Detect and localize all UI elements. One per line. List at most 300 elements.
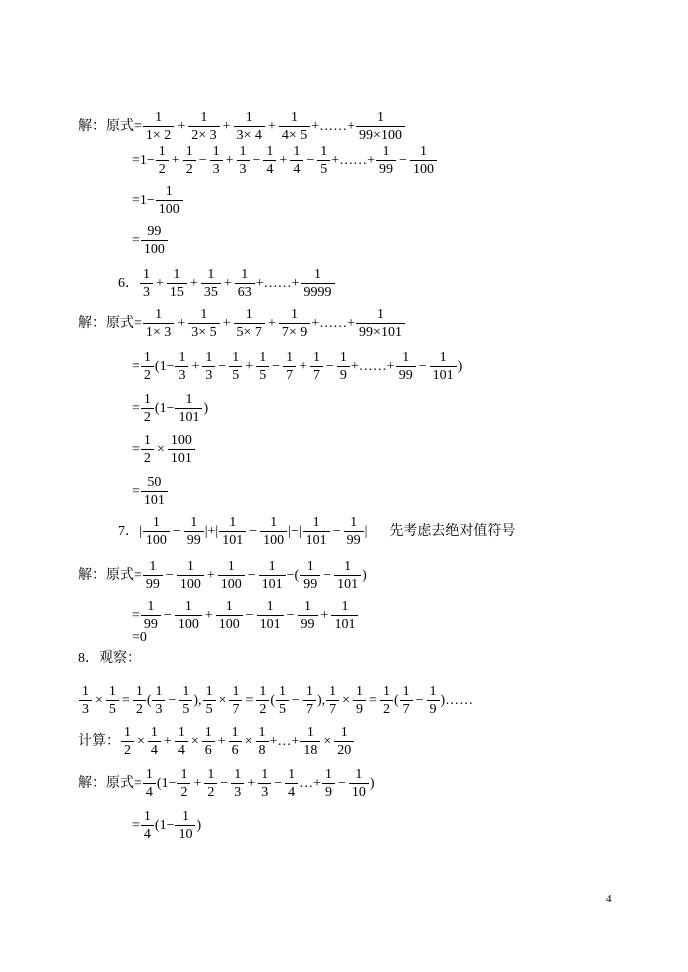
denominator: 101 — [303, 531, 330, 548]
denominator: 101 — [175, 408, 202, 425]
denominator: 99×100 — [356, 126, 405, 143]
numerator: 1 — [329, 684, 337, 699]
fraction — [356, 111, 405, 143]
operator: × — [218, 693, 227, 708]
fraction — [204, 768, 217, 800]
fraction — [141, 351, 154, 383]
denominator: 4 — [141, 825, 154, 842]
operator: + — [206, 568, 215, 583]
numerator: 1 — [124, 725, 131, 740]
denominator: 3 — [140, 283, 153, 300]
denominator: 6 — [202, 741, 215, 758]
operator: − — [326, 359, 334, 374]
denominator: 4 — [175, 741, 188, 758]
operator: + — [222, 316, 231, 331]
fraction — [141, 810, 154, 842]
math-text: (1− — [154, 818, 175, 833]
numerator: 1 — [245, 110, 253, 125]
fraction — [141, 393, 154, 425]
numerator: 1 — [270, 515, 278, 530]
numerator: 1 — [185, 392, 193, 407]
fraction — [259, 560, 286, 592]
fraction — [152, 685, 165, 717]
numerator: 1 — [261, 767, 269, 782]
fraction — [143, 560, 163, 592]
denominator: 100 — [410, 160, 437, 177]
denominator: 100 — [141, 240, 168, 257]
denominator: 5 — [256, 366, 269, 383]
denominator: 100 — [177, 575, 204, 592]
math-text: = — [132, 818, 140, 833]
math-line — [78, 768, 375, 800]
numerator: 1 — [266, 144, 274, 159]
operator: + — [267, 316, 276, 331]
math-text: = — [132, 233, 140, 248]
numerator: 1 — [232, 684, 240, 699]
denominator: 99 — [300, 575, 320, 592]
math-text: (1− — [156, 776, 177, 791]
numerator: 1 — [180, 767, 188, 782]
operator: − — [399, 153, 407, 168]
numerator: 1 — [181, 809, 189, 824]
numerator: 1 — [259, 684, 267, 699]
fraction — [298, 600, 318, 632]
operator: + — [189, 276, 198, 291]
operator: − — [168, 693, 177, 708]
numerator: 1 — [184, 599, 192, 614]
fraction — [168, 434, 195, 466]
fraction — [175, 393, 202, 425]
fraction — [258, 768, 271, 800]
denominator: 3× 5 — [188, 323, 219, 340]
fraction — [276, 685, 289, 717]
math-line — [78, 308, 406, 340]
fraction — [290, 145, 303, 177]
fraction — [229, 351, 242, 383]
denominator: 10 — [349, 783, 369, 800]
operator: − — [272, 359, 281, 374]
fraction — [334, 726, 354, 758]
denominator: 101 — [430, 366, 457, 383]
math-text: +……+ — [331, 153, 376, 168]
denominator: 99 — [298, 615, 318, 632]
denominator: 3 — [79, 700, 92, 717]
fraction — [303, 516, 330, 548]
denominator: 101 — [257, 615, 284, 632]
denominator: 8 — [256, 741, 269, 758]
operator: + — [177, 119, 186, 134]
fraction — [279, 111, 310, 143]
numerator: 1 — [439, 350, 447, 365]
math-text: |+| — [204, 524, 219, 539]
fraction — [143, 768, 156, 800]
fraction — [218, 560, 245, 592]
fraction — [202, 351, 215, 383]
fraction — [326, 685, 339, 717]
math-line — [132, 225, 169, 257]
denominator: 3 — [237, 160, 250, 177]
numerator: 1 — [178, 350, 186, 365]
denominator: 2 — [177, 783, 190, 800]
denominator: 3 — [210, 160, 223, 177]
numerator: 1 — [135, 684, 143, 699]
denominator: 3 — [175, 366, 188, 383]
math-text: ) — [362, 568, 367, 583]
operator: = — [121, 693, 130, 708]
math-text: ), — [193, 693, 202, 708]
operator: + — [204, 608, 213, 623]
math-line — [78, 685, 473, 717]
denominator: 100 — [218, 575, 245, 592]
operator: + — [177, 316, 186, 331]
math-text: |−| — [288, 524, 302, 539]
numerator: 1 — [377, 307, 384, 322]
denominator: 101 — [334, 575, 361, 592]
denominator: 99 — [141, 615, 161, 632]
numerator: 1 — [155, 307, 163, 322]
math-line — [78, 560, 367, 592]
denominator: 5 — [203, 700, 216, 717]
numerator: 1 — [165, 184, 173, 199]
fraction — [400, 685, 413, 717]
operator: − — [247, 568, 256, 583]
math-line — [132, 600, 359, 632]
denominator: 2 — [204, 783, 217, 800]
math-text: +…+ — [269, 734, 300, 749]
operator: × — [156, 442, 165, 457]
fraction — [216, 600, 243, 632]
operator: + — [267, 119, 276, 134]
denominator: 63 — [235, 283, 255, 300]
operator: − — [292, 693, 300, 708]
fraction — [300, 726, 320, 758]
denominator: 3 — [202, 366, 215, 383]
fraction — [237, 145, 250, 177]
operator: − — [252, 153, 261, 168]
numerator: 1 — [402, 350, 410, 365]
fraction — [256, 726, 269, 758]
math-text: −( — [286, 568, 300, 583]
numerator: 1 — [320, 144, 328, 159]
numerator: 1 — [356, 684, 364, 699]
fraction — [133, 685, 146, 717]
math-line — [132, 476, 169, 508]
fraction — [430, 351, 457, 383]
math-text: ) — [369, 776, 375, 791]
denominator: 101 — [331, 615, 358, 632]
fraction — [337, 351, 350, 383]
fraction — [231, 768, 244, 800]
numerator: 1 — [158, 144, 166, 159]
math-text: 7．| — [118, 524, 142, 539]
denominator: 9 — [337, 366, 350, 383]
numerator: 1 — [108, 684, 116, 699]
fraction — [301, 268, 335, 300]
numerator: 1 — [149, 559, 157, 574]
denominator: 3 — [152, 700, 165, 717]
numerator: 1 — [190, 515, 198, 530]
numerator: 1 — [258, 725, 266, 740]
fraction — [234, 111, 265, 143]
fraction — [141, 600, 161, 632]
fraction — [410, 145, 437, 177]
numerator: 1 — [225, 599, 233, 614]
denominator: 2 — [141, 449, 154, 466]
denominator: 99×101 — [356, 323, 405, 340]
denominator: 101 — [168, 449, 195, 466]
numerator: 1 — [306, 559, 314, 574]
denominator: 2 — [156, 160, 169, 177]
numerator: 1 — [266, 599, 274, 614]
fraction — [300, 560, 320, 592]
numerator: 1 — [212, 144, 220, 159]
fraction — [201, 268, 221, 300]
fraction — [303, 685, 316, 717]
fraction — [380, 685, 393, 717]
numerator: 1 — [186, 559, 194, 574]
numerator: 1 — [239, 144, 247, 159]
denominator: 99 — [376, 160, 396, 177]
operator: × — [95, 693, 103, 708]
math-text: ) — [196, 818, 202, 833]
fraction — [263, 145, 276, 177]
numerator: 1 — [143, 350, 151, 365]
fraction — [234, 308, 265, 340]
fraction — [285, 768, 298, 800]
fraction — [344, 516, 364, 548]
operator: + — [222, 119, 231, 134]
math-line — [132, 810, 201, 842]
operator: + — [320, 608, 329, 623]
denominator: 10 — [175, 825, 195, 842]
numerator: 1 — [147, 599, 155, 614]
fraction — [183, 145, 196, 177]
operator: − — [220, 776, 229, 791]
denominator: 3 — [258, 783, 271, 800]
numerator: 1 — [268, 559, 276, 574]
math-text: ( — [270, 693, 276, 708]
denominator: 5 — [229, 366, 242, 383]
numerator: 1 — [229, 515, 237, 530]
fraction — [143, 111, 174, 143]
denominator: 4 — [143, 783, 156, 800]
math-line — [132, 145, 438, 177]
operator: − — [332, 524, 341, 539]
operator: − — [274, 776, 283, 791]
math-text: =1− — [132, 193, 155, 208]
fraction — [279, 308, 310, 340]
fraction — [140, 268, 153, 300]
operator: − — [245, 608, 254, 623]
numerator: 1 — [155, 684, 163, 699]
denominator: 101 — [259, 575, 286, 592]
denominator: 6 — [229, 741, 242, 758]
operator: + — [223, 276, 232, 291]
numerator: 100 — [170, 433, 192, 448]
numerator: 1 — [182, 684, 190, 699]
operator: = — [369, 693, 377, 708]
math-text: = — [132, 401, 140, 416]
denominator: 7 — [326, 700, 339, 717]
fraction — [349, 768, 369, 800]
hint-note: 先考虑去绝对值符号 — [389, 524, 516, 539]
fraction — [331, 600, 358, 632]
math-line — [132, 631, 147, 645]
operator: − — [249, 524, 258, 539]
denominator: 2× 3 — [188, 126, 219, 143]
denominator: 100 — [216, 615, 243, 632]
denominator: 4× 5 — [279, 126, 310, 143]
denominator: 2 — [121, 741, 134, 758]
denominator: 5× 7 — [234, 323, 265, 340]
denominator: 99 — [396, 366, 416, 383]
denominator: 5 — [179, 700, 192, 717]
fraction — [184, 516, 204, 548]
numerator: 1 — [429, 684, 437, 699]
denominator: 101 — [141, 491, 168, 508]
math-text: 解：原式= — [78, 119, 142, 134]
numerator: 1 — [82, 684, 89, 699]
math-text: +……+ — [311, 119, 356, 134]
numerator: 1 — [288, 767, 296, 782]
denominator: 20 — [334, 741, 354, 758]
numerator: 1 — [155, 110, 163, 125]
numerator: 1 — [207, 267, 215, 282]
numerator: 1 — [150, 725, 158, 740]
fraction — [148, 726, 161, 758]
fraction — [229, 726, 242, 758]
numerator: 1 — [205, 350, 213, 365]
denominator: 3 — [231, 783, 244, 800]
operator: − — [165, 568, 174, 583]
operator: − — [286, 608, 295, 623]
numerator: 1 — [207, 767, 215, 782]
operator: + — [156, 276, 164, 291]
fraction — [202, 726, 215, 758]
math-text: 解：原式= — [78, 776, 142, 791]
operator: = — [245, 693, 254, 708]
math-text: ( — [146, 693, 152, 708]
math-line — [118, 516, 515, 548]
operator: − — [172, 524, 181, 539]
numerator: 1 — [402, 684, 410, 699]
numerator: 1 — [305, 684, 313, 699]
math-line — [132, 434, 196, 466]
math-line — [132, 185, 184, 217]
numerator: 1 — [304, 599, 312, 614]
numerator: 1 — [143, 433, 151, 448]
fraction — [106, 685, 119, 717]
fraction — [396, 351, 416, 383]
math-text: ( — [393, 693, 399, 708]
fraction — [141, 476, 168, 508]
numerator: 1 — [341, 599, 349, 614]
denominator: 99 — [344, 531, 364, 548]
fraction — [79, 685, 92, 717]
denominator: 5 — [106, 700, 119, 717]
numerator: 1 — [314, 267, 322, 282]
operator: − — [338, 776, 346, 791]
fraction — [376, 145, 396, 177]
math-line — [78, 726, 355, 758]
denominator: 7 — [283, 366, 296, 383]
fraction — [256, 685, 269, 717]
math-text: 8．观察： — [78, 651, 141, 666]
denominator: 4 — [285, 783, 298, 800]
fraction — [283, 351, 296, 383]
math-line — [132, 351, 462, 383]
operator: − — [418, 359, 427, 374]
math-text: = — [132, 484, 140, 499]
numerator: 1 — [143, 392, 151, 407]
numerator: 1 — [200, 110, 208, 125]
fraction — [143, 308, 174, 340]
numerator: 1 — [312, 515, 320, 530]
numerator: 99 — [147, 224, 162, 239]
denominator: 5 — [317, 160, 330, 177]
numerator: 1 — [145, 767, 153, 782]
math-text: +……+ — [311, 316, 356, 331]
operator: + — [247, 776, 256, 791]
denominator: 7 — [303, 700, 316, 717]
fraction — [141, 225, 168, 257]
denominator: 1× 3 — [143, 323, 174, 340]
numerator: 1 — [152, 515, 160, 530]
denominator: 99 — [184, 531, 204, 548]
fraction — [356, 308, 405, 340]
math-text: 6． — [118, 276, 139, 291]
fraction — [177, 768, 190, 800]
numerator: 1 — [259, 350, 267, 365]
fraction — [219, 516, 246, 548]
numerator: 1 — [286, 350, 294, 365]
operator: + — [299, 359, 307, 374]
operator: + — [191, 359, 200, 374]
numerator: 1 — [325, 767, 332, 782]
math-text: = — [132, 359, 140, 374]
fraction — [175, 600, 202, 632]
numerator: 1 — [293, 144, 301, 159]
math-line — [132, 393, 208, 425]
operator: × — [137, 734, 145, 749]
numerator: 1 — [382, 144, 390, 159]
math-text: ) — [203, 401, 209, 416]
denominator: 35 — [201, 283, 221, 300]
numerator: 1 — [232, 350, 240, 365]
numerator: 1 — [339, 350, 347, 365]
math-text: 解：原式= — [78, 568, 142, 583]
fraction — [175, 810, 195, 842]
math-line — [78, 111, 406, 143]
denominator: 3× 4 — [234, 126, 265, 143]
denominator: 2 — [133, 700, 146, 717]
fraction — [188, 308, 219, 340]
operator: × — [342, 693, 351, 708]
operator: + — [171, 153, 180, 168]
denominator: 2 — [380, 700, 393, 717]
denominator: 7× 9 — [279, 323, 310, 340]
denominator: 7 — [400, 700, 413, 717]
numerator: 1 — [306, 725, 314, 740]
denominator: 4 — [148, 741, 161, 758]
math-text: = — [132, 608, 140, 623]
fraction — [260, 516, 287, 548]
fraction — [210, 145, 223, 177]
numerator: 1 — [291, 110, 299, 125]
numerator: 1 — [245, 307, 253, 322]
denominator: 1× 2 — [143, 126, 174, 143]
operator: + — [217, 734, 226, 749]
